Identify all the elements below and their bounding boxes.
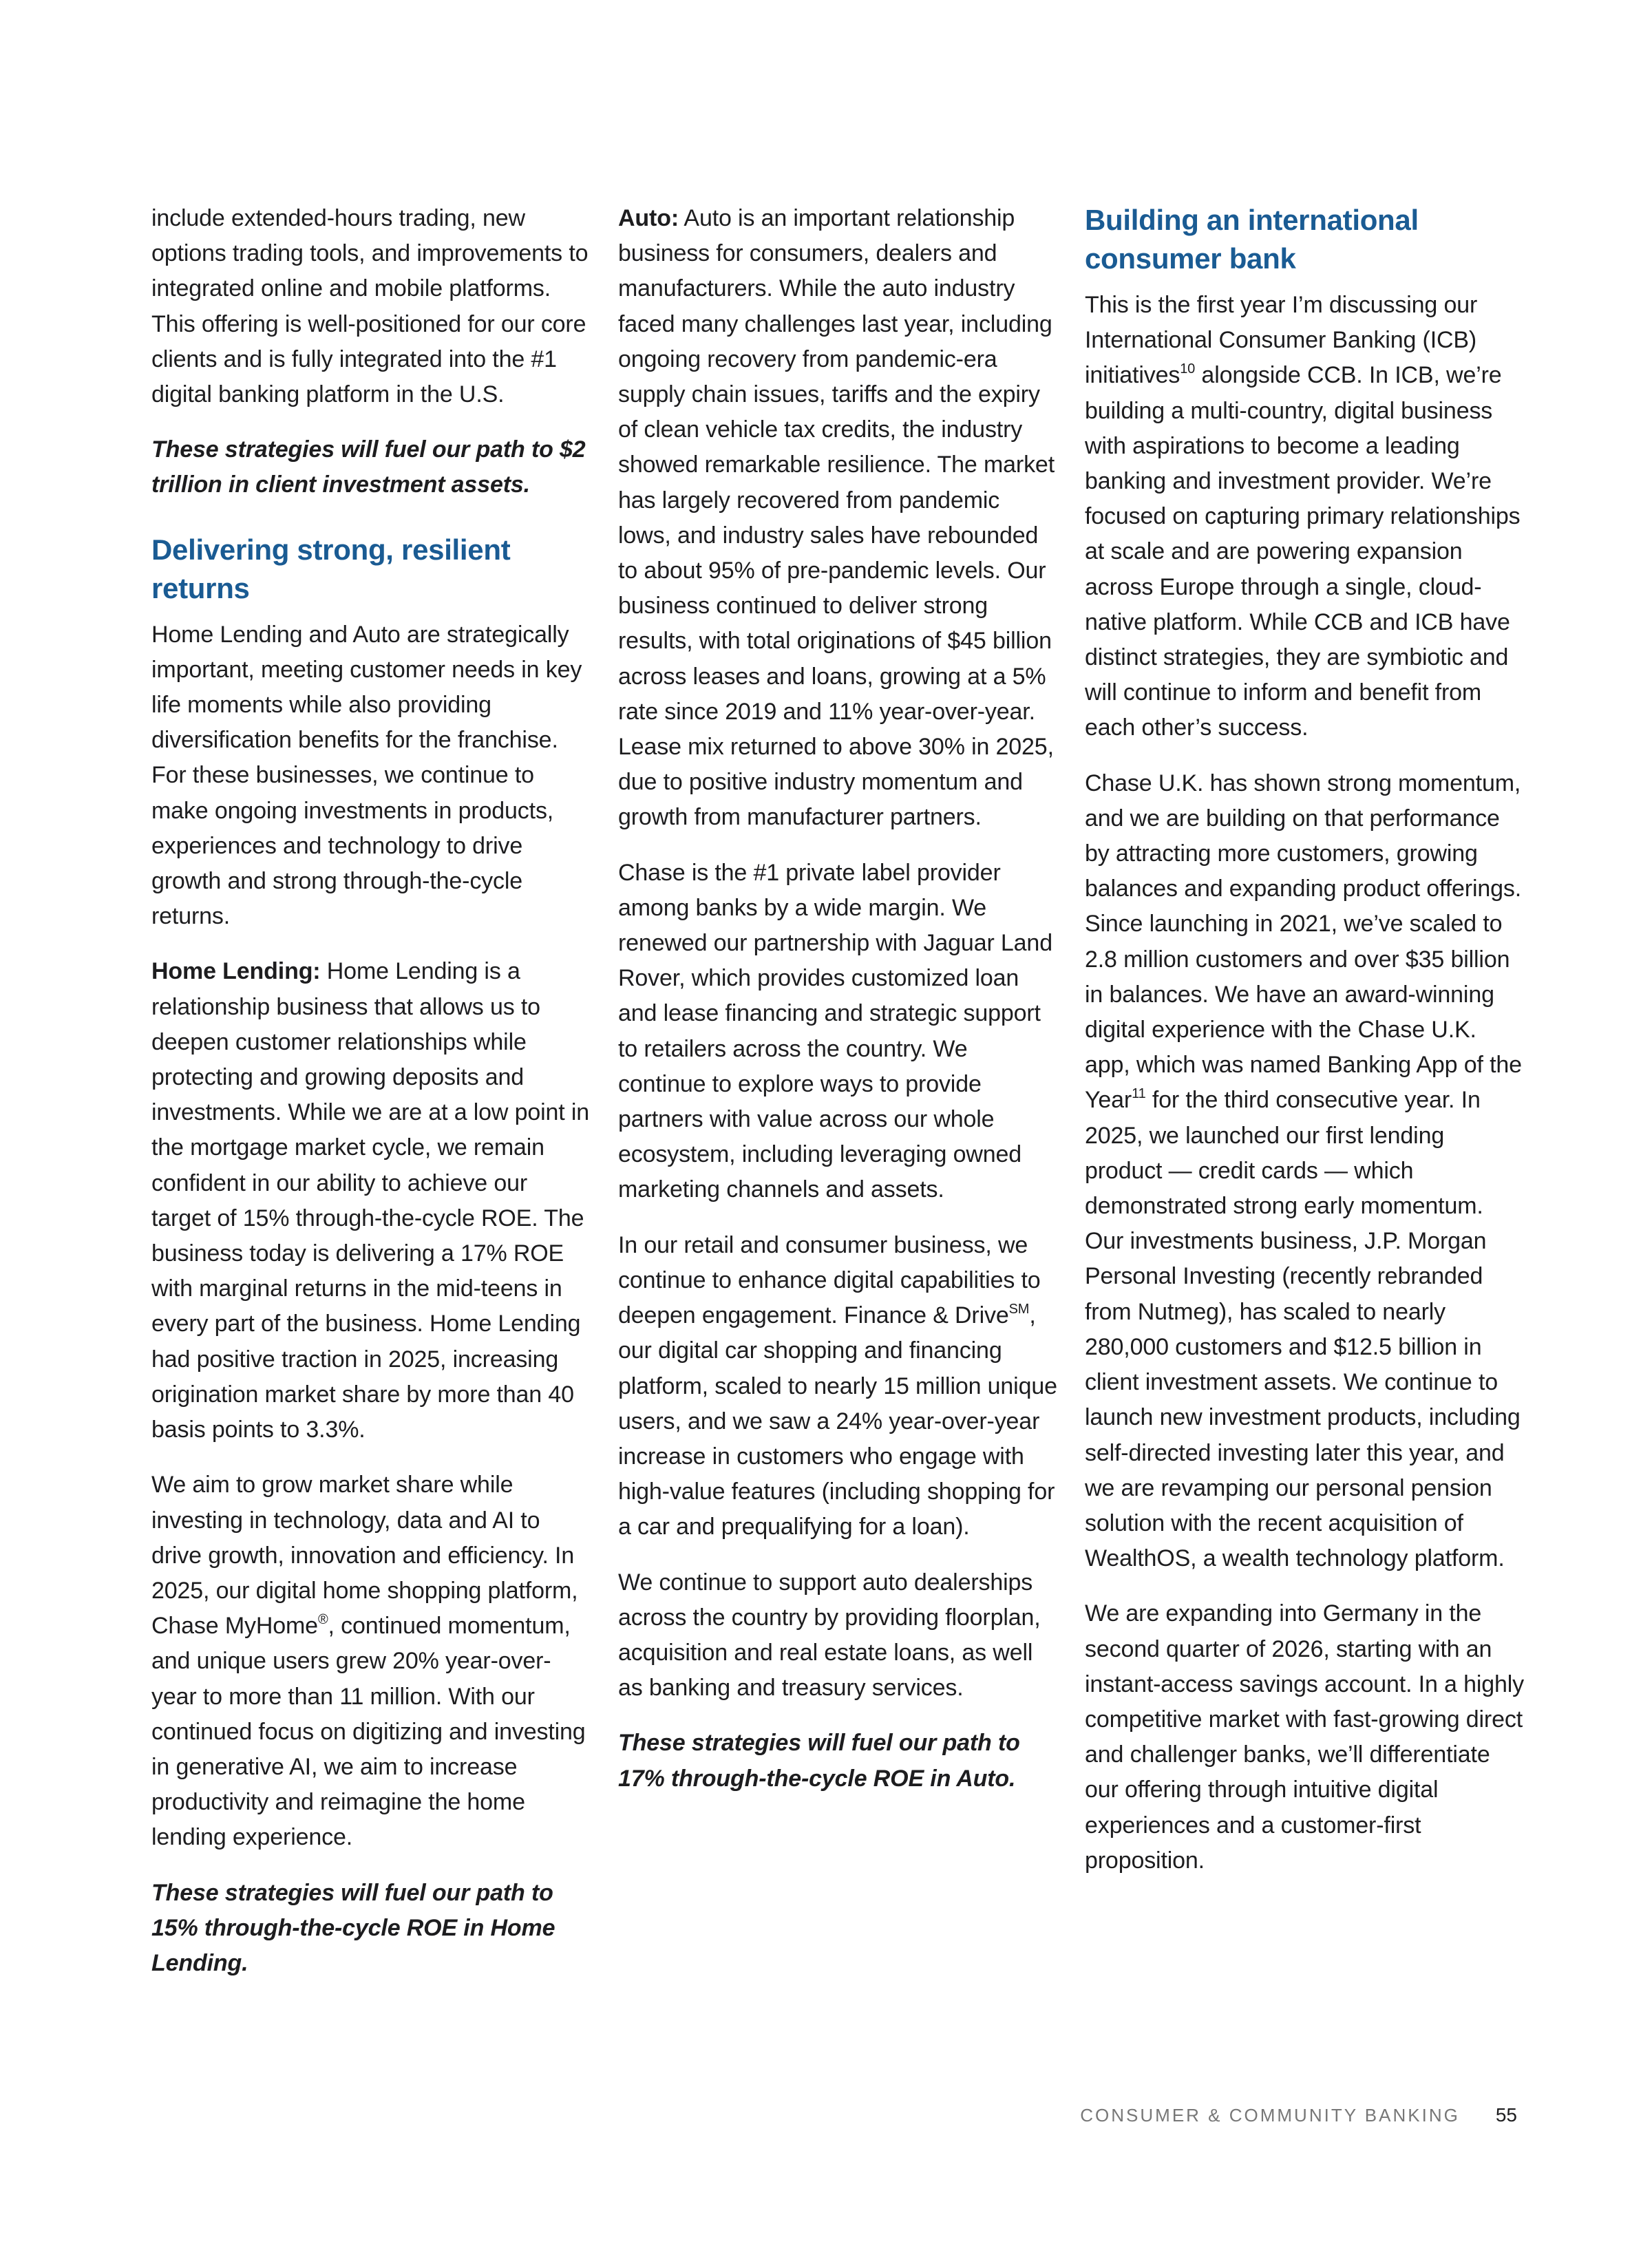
footer-section-label: CONSUMER & COMMUNITY BANKING [1080,2105,1460,2126]
paragraph-germany-expansion: We are expanding into Germany in the second quarter of 2026, starting with an instant-access savings account. In a highly competitive market with fast-growing direct and challenger banks, we’ll differentiate our offering through intuitive digital experiences and a customer-first proposition. [1085,1600,1525,1874]
page-number: 55 [1495,2104,1517,2126]
registered-mark: ® [317,1612,328,1628]
section-heading-international-bank: Building an international consumer bank [1085,204,1419,275]
page-footer [1080,2104,1517,2126]
service-mark: SM [1008,1302,1030,1317]
column-left [151,201,592,2001]
lead-in-home-lending: Home Lending: [151,958,321,985]
footnote-ref-11: 11 [1132,1086,1146,1102]
lead-in-auto: Auto: [618,205,679,231]
column-right [1085,201,1525,1898]
footnote-ref-10: 10 [1180,361,1196,377]
strategy-tagline-investment: These strategies will fuel our path to $2 trillion in client investment assets. [151,436,586,498]
paragraph-dealerships: We continue to support auto dealerships across the country by providing floorplan, acquisition and real estate loans, as well as banking and treasury services. [618,1569,1041,1702]
paragraph-home-lending: Home Lending: Home Lending is a relationship business that allows us to deepen customer relationships while protecting and growing deposits and investments. While we are at a low point in the mortgage market cycle, we remain confident in our ability to achieve our target of 15% through-the-cycle ROE. The business today is delivering a 17% ROE with marginal returns in the mid-teens in every part of the business. Home Lending had positive traction in 2025, increasing origination market share by more than 40 basis points to 3.3%. [151,958,590,1443]
paragraph-auto: Auto: Auto is an important relationship business for consumers, dealers and manufacturers. While the auto industry faced many challenges last year, including ongoing recovery from pandemic-era supply chain issues, tariffs and the expiry of clean vehicle tax credits, the industry showed remarkable resilience. The market has largely recovered from pandemic lows, and industry sales have rebounded to about 95% of pre-pandemic levels. Our business continued to deliver strong results, with total originations of $45 billion across leases and loans, growing at a 5% rate since 2019 and 11% year-over-year. Lease mix returned to above 30% in 2025, due to positive industry momentum and growth from manufacturer partners. [618,205,1055,831]
paragraph-home-lending-auto-intro: Home Lending and Auto are strategically important, meeting customer needs in key life moments while also providing diversification benefits for the franchise. For these businesses, we continue to make ongoing investments in products, experiences and technology to drive growth and strong through-the-cycle returns. [151,621,582,930]
section-heading-resilient-returns: Delivering strong, resilient returns [151,533,511,604]
strategy-tagline-home-lending: These strategies will fuel our path to 15% through-the-cycle ROE in Home Lending. [151,1879,555,1976]
strategy-tagline-auto: These strategies will fuel our path to 17% through-the-cycle ROE in Auto. [618,1730,1020,1792]
column-middle [618,201,1059,1816]
paragraph-chase-uk: Chase U.K. has shown strong momentum, and we are building on that performance by attracting more customers, growing balances and expanding product offerings. Since launching in 2021, we’ve scaled to 2.8 million customers and over $35 billion in balances. We have an award-winning digital experience with the Chase U.K. app, which was named Banking App of the Year$^{11}$ for the third consecutive year. In 2025, we launched our first lending product — credit cards — which demonstrated strong early momentum. Our investments business, J.P. Morgan Personal Investing (recently rebranded from Nutmeg), has scaled to nearly 280,000 customers and $12.5 billion in client investment assets. We continue to launch new investment products, including self-directed investing later this year, and we are revamping our personal pension solution with the recent acquisition of WealthOS, a wealth technology platform. [1085,770,1522,1572]
paragraph-private-label: Chase is the #1 private label provider among banks by a wide margin. We renewed our partnership with Jaguar Land Rover, which provides customized loan and lease financing and strategic support to retailers across the country. We continue to explore ways to provide partners with value across our whole ecosystem, including leveraging owned marketing channels and assets. [618,859,1052,1203]
paragraph-investment-offering: include extended-hours trading, new options trading tools, and improvements to integrated online and mobile platforms. This offering is well-positioned for our core clients and is fully integrated into the #1 digital banking platform in the U.S. [151,205,589,408]
paragraph-market-share: We aim to grow market share while investing in technology, data and AI to drive growth, innovation and efficiency. In 2025, our digital home shopping platform, Chase MyHome®, continued momentum, and unique users grew 20% year-over-year to more than 11 million. With our continued focus on digitizing and investing in generative AI, we aim to increase productivity and reimagine the home lending experience. [151,1472,586,1851]
paragraph-digital-capabilities: In our retail and consumer business, we continue to enhance digital capabilities to deepen engagement. Finance & Drive℠, our digital car shopping and financing platform, scaled to nearly 15 million unique users, and we saw a 24% year-over-year increase in customers who engage with high-value features (including shopping for a car and prequalifying for a loan). [618,1231,1057,1540]
paragraph-icb-intro: This is the first year I’m discussing our International Consumer Banking (ICB) initiatives$^{10}$ alongside CCB. In ICB, we’re building a multi-country, digital business with aspirations to become a leading banking and investment provider. We’re focused on capturing primary relationships at scale and are powering expansion across Europe through a single, cloud-native platform. While CCB and ICB have distinct strategies, they are symbiotic and will continue to inform and benefit from each other’s success. [1085,292,1521,741]
